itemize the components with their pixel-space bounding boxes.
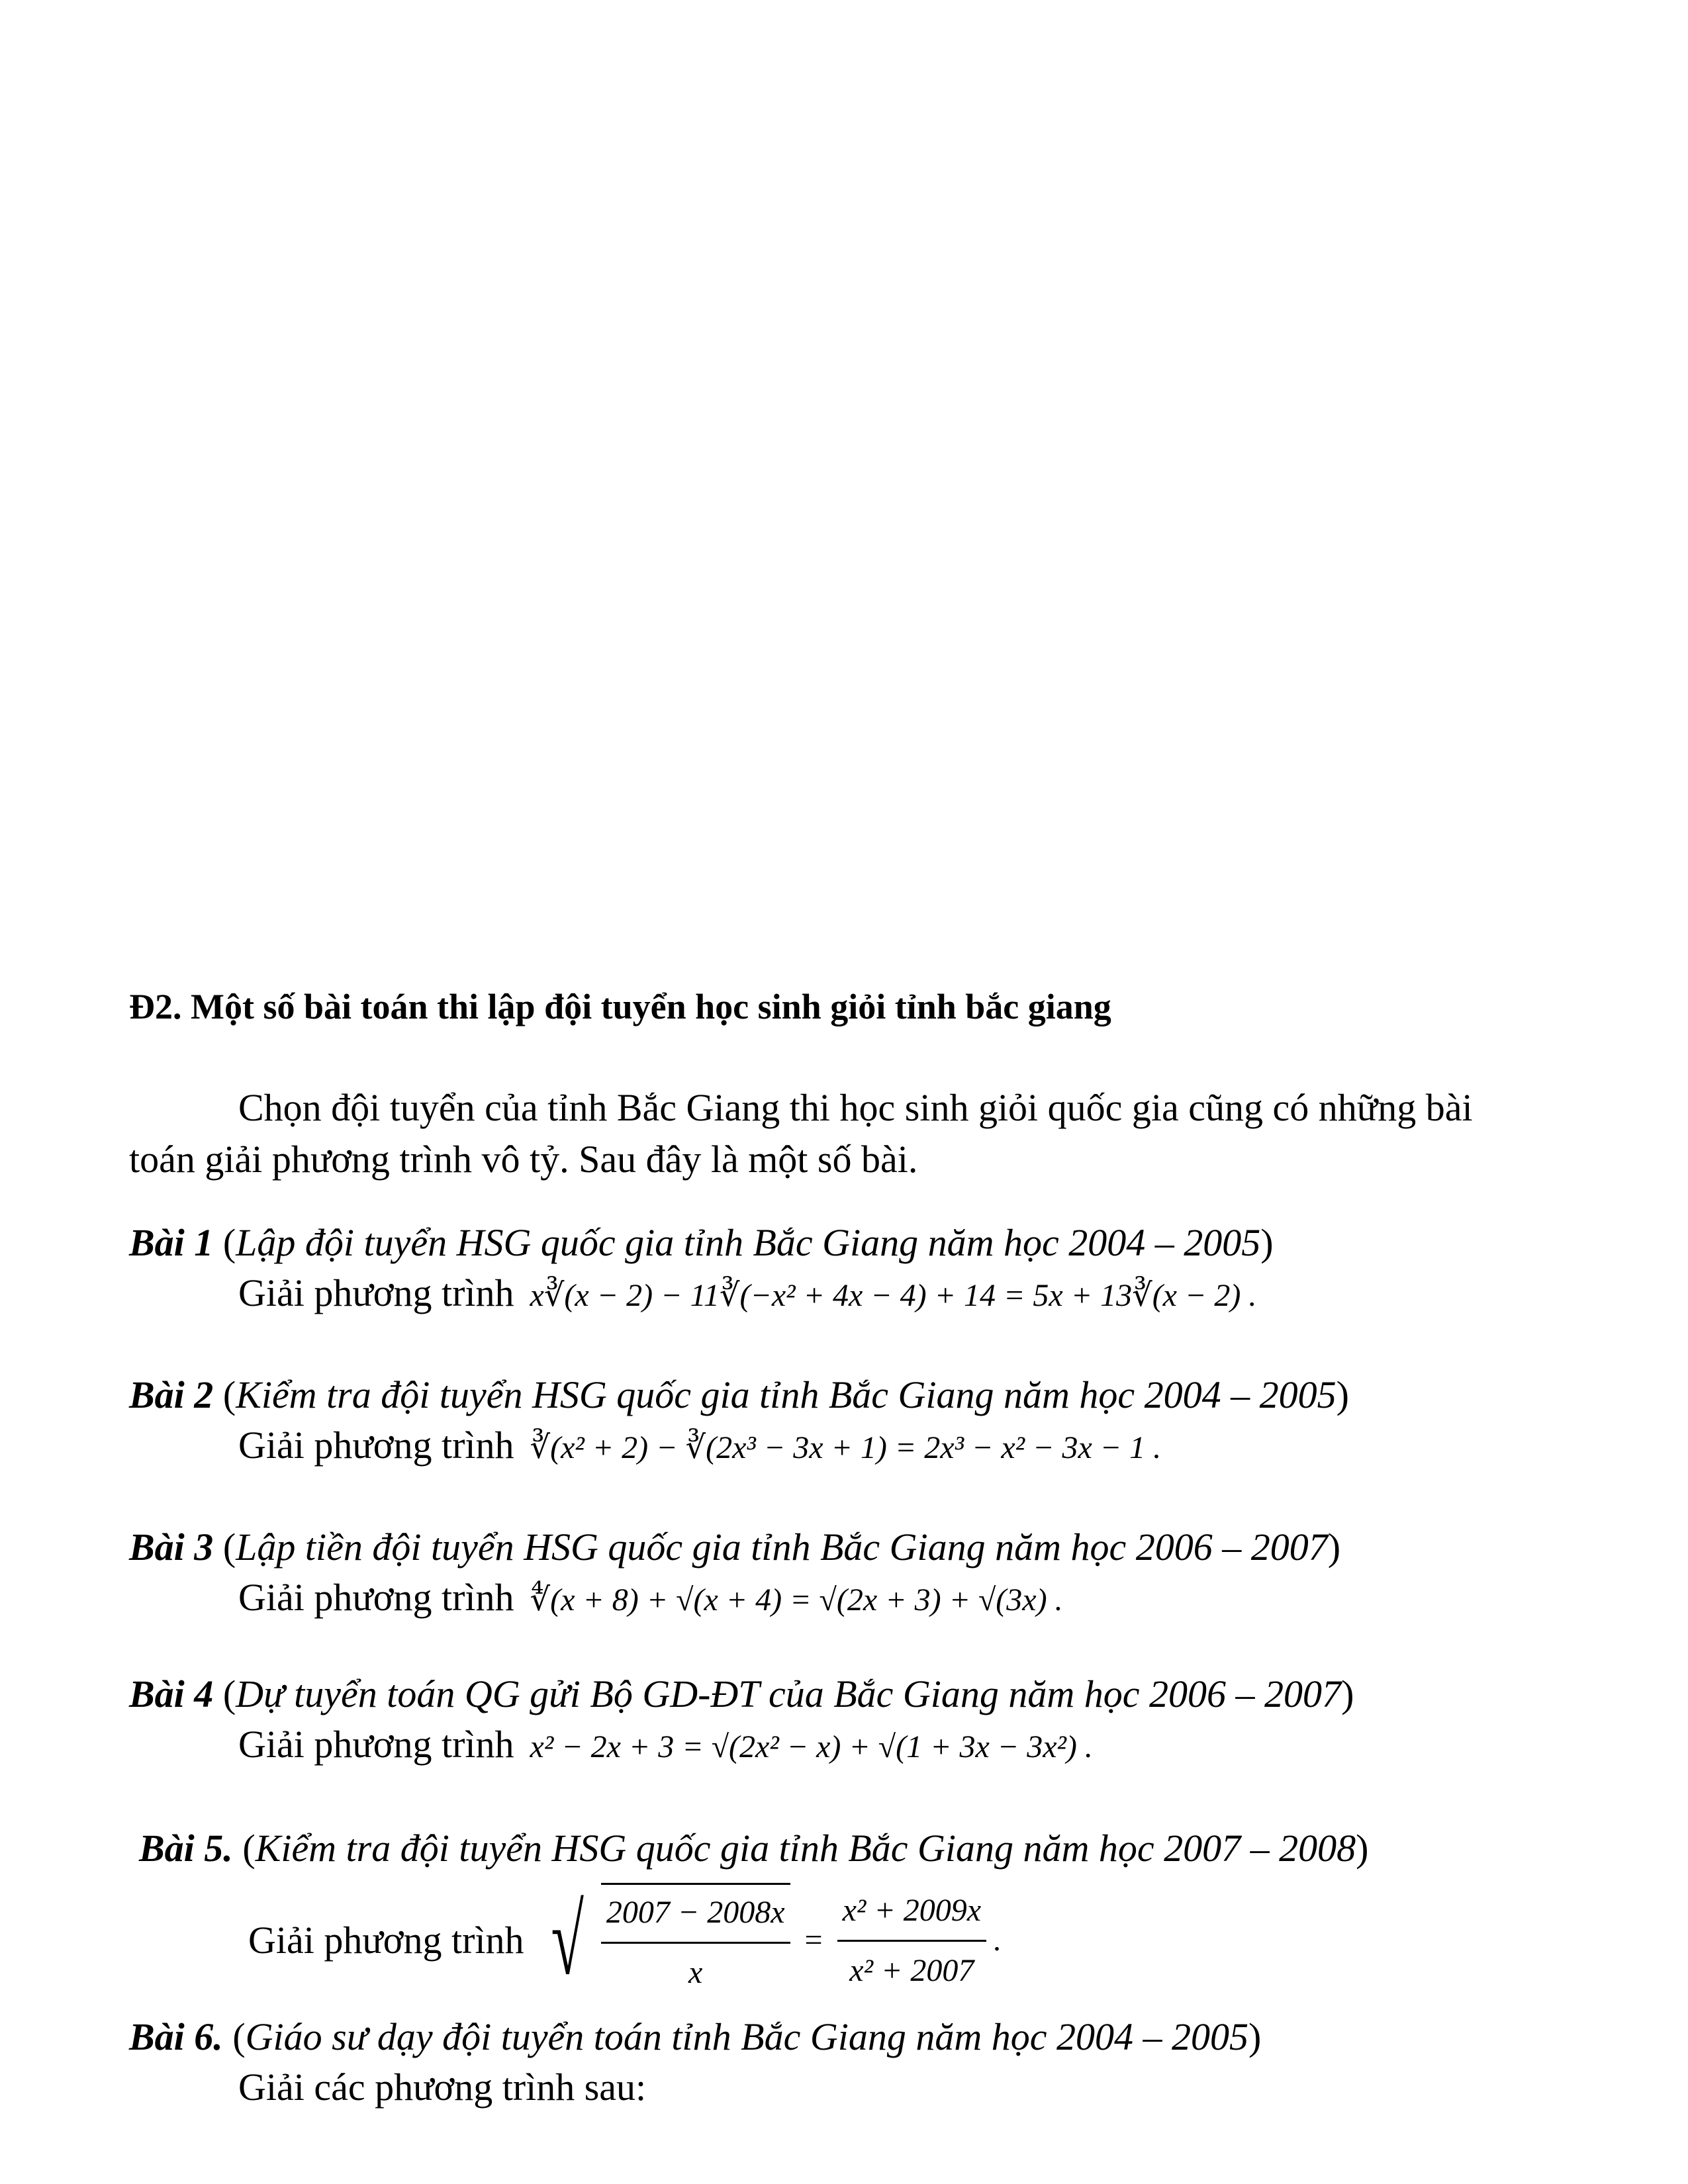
problem-2: [129, 1370, 1349, 1473]
problem-task: [139, 1883, 1368, 1998]
problem-title: Bài 5. (Kiểm tra đội tuyển HSG quốc gia tỉnh Bắc Giang năm học 2007 – 2008): [139, 1827, 1369, 1870]
right-fraction: [837, 1886, 986, 1996]
problem-source: Lập đội tuyển HSG quốc gia tỉnh Bắc Giang năm học 2004 – 2005: [236, 1221, 1261, 1264]
problem-1: [129, 1218, 1274, 1321]
problem-label: Bài 2: [129, 1373, 214, 1416]
equation: ∛(x² + 2) − ∛(2x³ − 3x + 1) = 2x³ − x² − 3x − 1 .: [530, 1430, 1162, 1465]
sqrt-expression: [540, 1883, 797, 1998]
section-heading: Đ2. Một số bài toán thi lập đội tuyển học sinh giỏi tỉnh bắc giang: [129, 987, 1111, 1026]
task-text: Giải phương trình: [238, 1271, 514, 1314]
radical-sign: √: [550, 1886, 584, 1995]
problem-label: Bài 5.: [139, 1827, 233, 1870]
problem-5: [139, 1823, 1368, 1998]
problem-source: Kiểm tra đội tuyển HSG quốc gia tỉnh Bắc Giang năm học 2007 – 2008: [255, 1827, 1356, 1870]
right-denominator: x² + 2007: [849, 1952, 974, 1988]
problem-source: Giáo sư dạy đội tuyển toán tỉnh Bắc Giang năm học 2004 – 2005: [245, 2015, 1248, 2058]
problem-6: [129, 2012, 1261, 2113]
problem-task: [129, 1268, 1274, 1321]
problem-task: [129, 1420, 1349, 1473]
right-numerator: x² + 2009x: [837, 1886, 986, 1942]
problem-source: Kiểm tra đội tuyển HSG quốc gia tỉnh Bắc Giang năm học 2004 – 2005: [236, 1373, 1336, 1416]
left-numerator: 2007 − 2008x: [601, 1888, 790, 1944]
problem-task: [129, 1572, 1340, 1625]
intro-line-1: Chọn đội tuyển của tỉnh Bắc Giang thi học sinh giỏi quốc gia cũng có những bài: [238, 1086, 1473, 1129]
problem-3: [129, 1522, 1340, 1625]
task-text: Giải phương trình: [238, 1576, 514, 1619]
task-text: Giải phương trình: [238, 1424, 514, 1467]
equation: ∜(x + 8) + √(x + 4) = √(2x + 3) + √(3x) .: [530, 1582, 1063, 1617]
task-text: Giải phương trình: [238, 1723, 514, 1766]
problem-label: Bài 6.: [129, 2015, 223, 2058]
equation: x∛(x − 2) − 11∛(−x² + 4x − 4) + 14 = 5x + 13∛(x − 2) .: [530, 1278, 1257, 1313]
problem-title: Bài 1 (Lập đội tuyển HSG quốc gia tỉnh Bắc Giang năm học 2004 – 2005): [129, 1221, 1274, 1264]
problem-4: [129, 1669, 1354, 1772]
problem-label: Bài 4: [129, 1672, 214, 1715]
problem-title: Bài 4 (Dự tuyển toán QG gửi Bộ GD-ĐT của Bắc Giang năm học 2006 – 2007): [129, 1672, 1354, 1715]
period: .: [993, 1923, 1002, 1958]
problem-source: Lập tiền đội tuyển HSG quốc gia tỉnh Bắc Giang năm học 2006 – 2007: [236, 1525, 1328, 1569]
equation: x² − 2x + 3 = √(2x² − x) + √(1 + 3x − 3x²) .: [530, 1729, 1093, 1764]
intro-paragraph: [129, 1082, 1595, 1185]
intro-line-2: toán giải phương trình vô tỷ. Sau đây là một số bài.: [129, 1138, 918, 1181]
left-denominator: x: [688, 1955, 703, 1990]
equals-sign: =: [804, 1923, 823, 1958]
fraction-equation: [540, 1883, 1002, 1998]
problem-label: Bài 3: [129, 1525, 214, 1569]
problem-source: Dự tuyển toán QG gửi Bộ GD-ĐT của Bắc Giang năm học 2006 – 2007: [236, 1672, 1342, 1715]
problem-title: Bài 2 (Kiểm tra đội tuyển HSG quốc gia tỉnh Bắc Giang năm học 2004 – 2005): [129, 1373, 1349, 1416]
left-fraction: [601, 1883, 790, 1998]
problem-title: Bài 3 (Lập tiền đội tuyển HSG quốc gia tỉnh Bắc Giang năm học 2006 – 2007): [129, 1525, 1341, 1569]
task-text: Giải phương trình: [248, 1919, 524, 1962]
problem-title: Bài 6. (Giáo sư dạy đội tuyển toán tỉnh Bắc Giang năm học 2004 – 2005): [129, 2015, 1262, 2058]
problem-task: [129, 1719, 1354, 1772]
problem-label: Bài 1: [129, 1221, 214, 1264]
problem-task: Giải các phương trình sau:: [238, 2066, 647, 2109]
